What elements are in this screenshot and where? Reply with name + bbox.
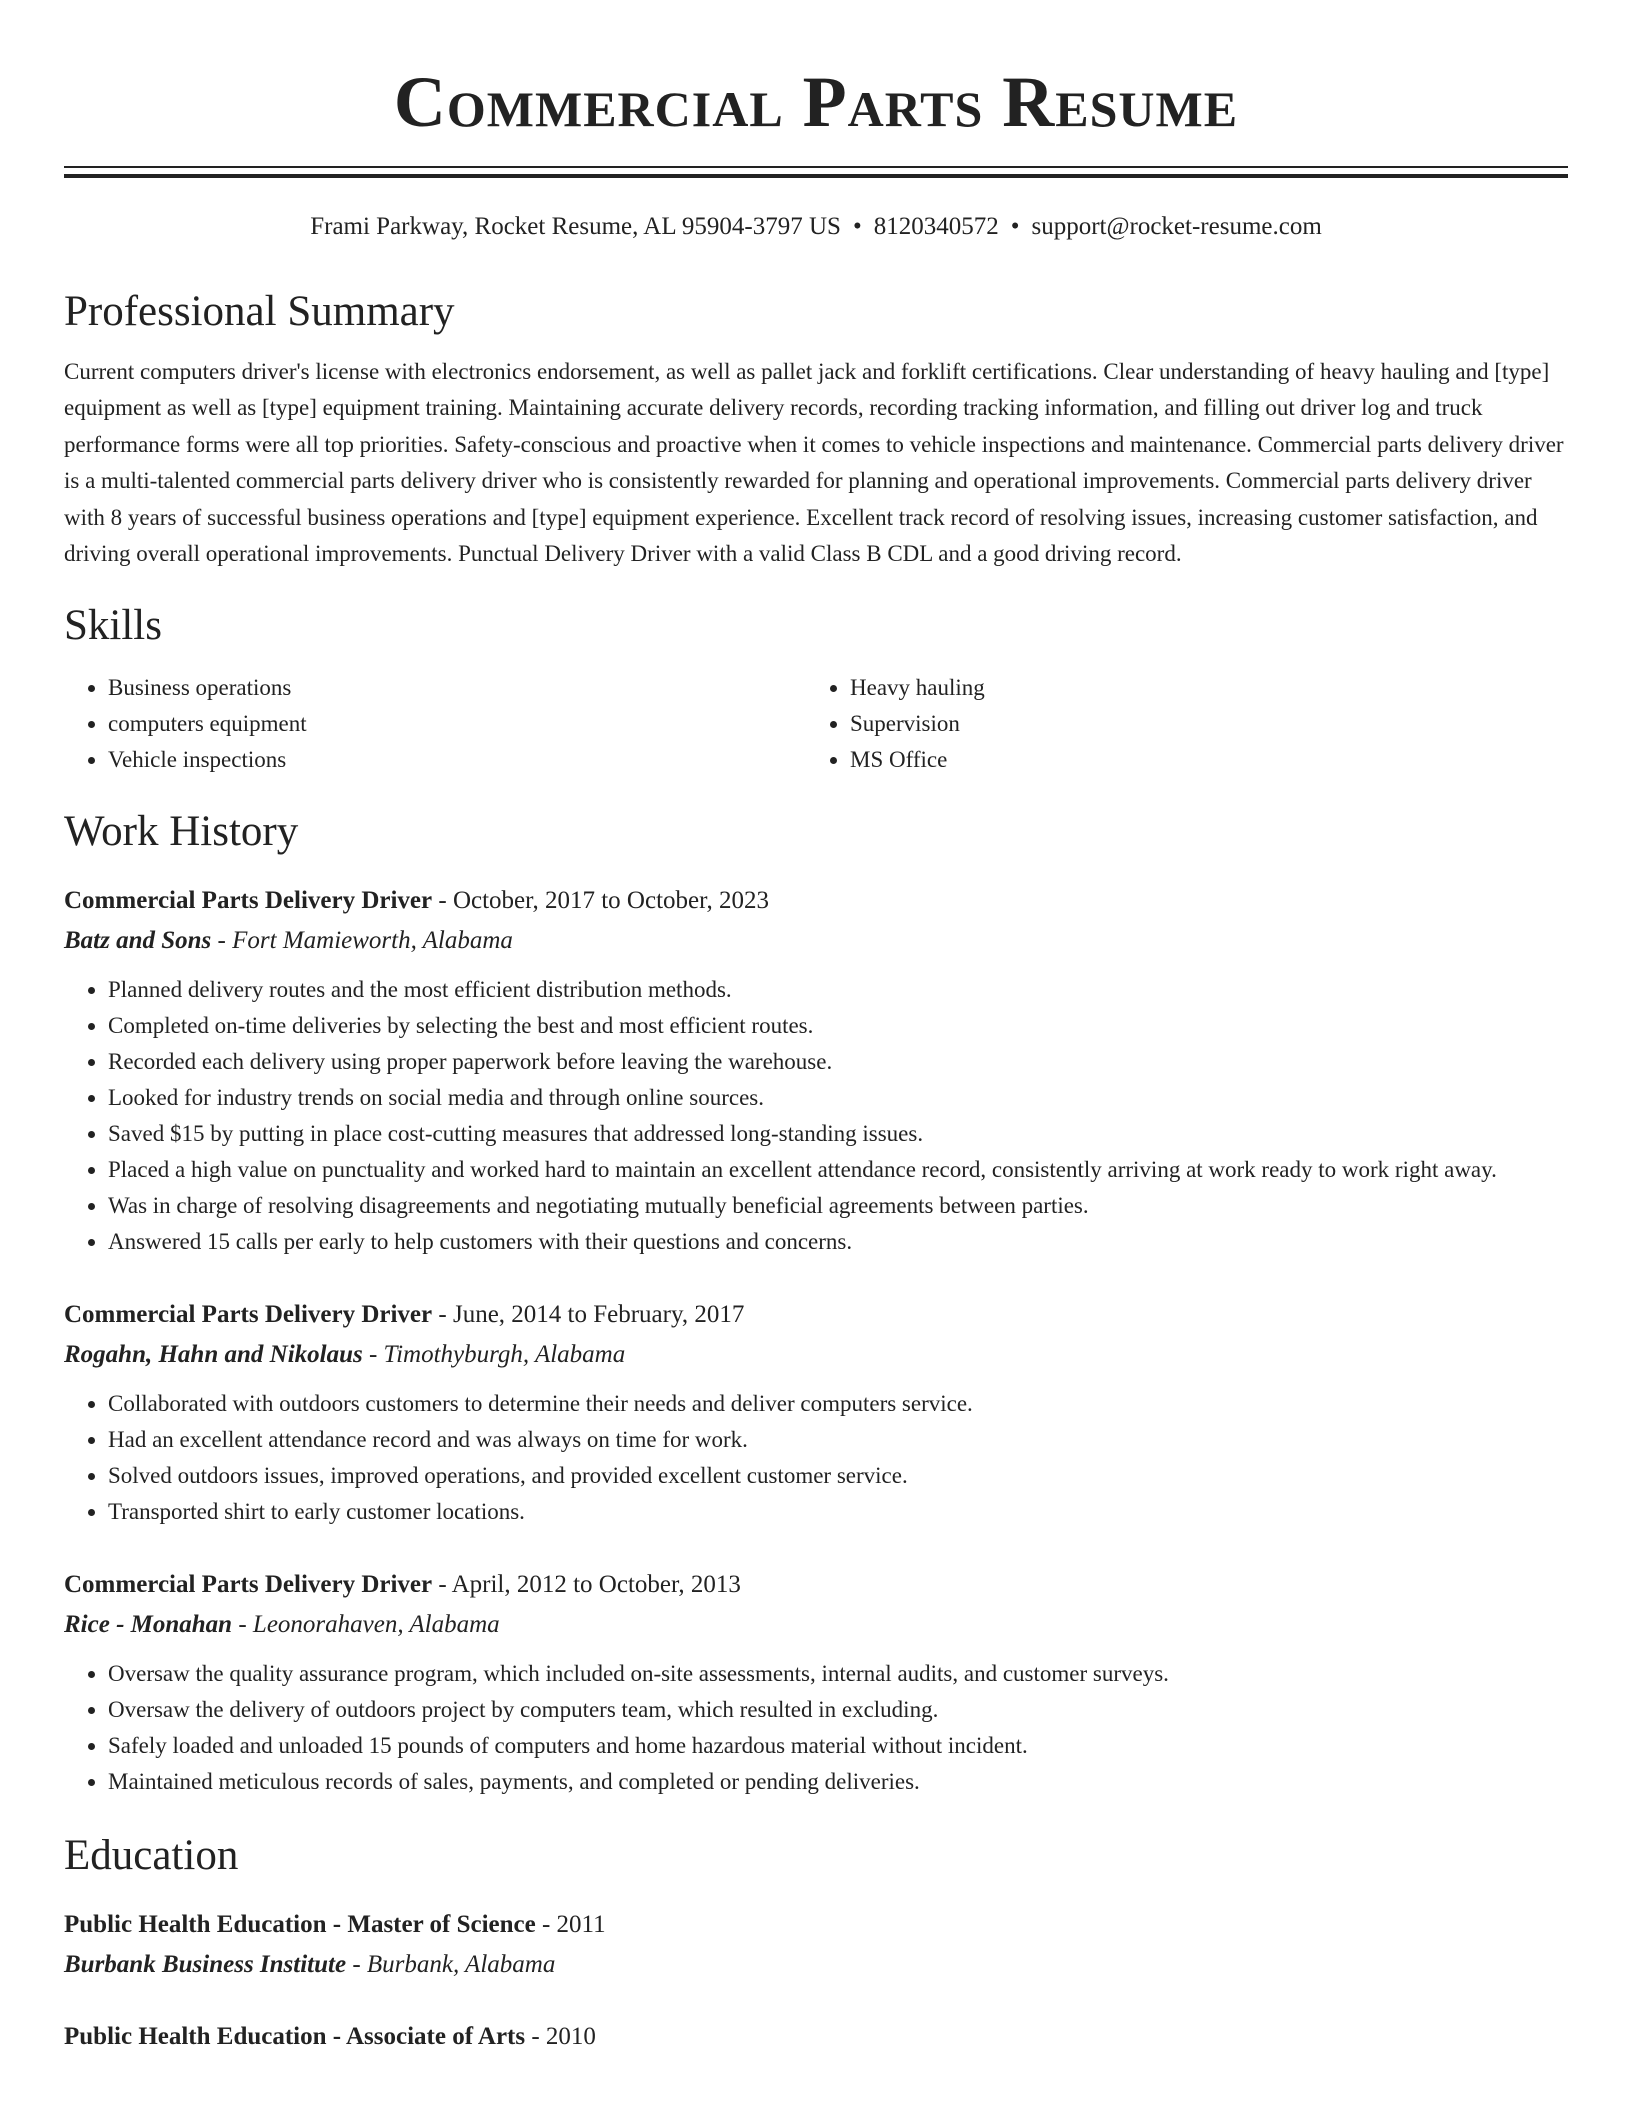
company-location: - Fort Mamieworth, Alabama (211, 927, 513, 955)
skill-item: • Heavy hauling (850, 670, 1548, 706)
title-divider-thin (64, 166, 1568, 168)
contact-separator: • (1010, 213, 1020, 240)
job-title-line (64, 1568, 1568, 1602)
job-bullet: • Planned delivery routes and the most efficient distribution methods. (108, 972, 1568, 1008)
job-title-line (64, 1298, 1568, 1332)
skills-heading: Skills (64, 602, 162, 650)
education-entry (64, 2020, 1568, 2054)
job-bullet: • Saved $15 by putting in place cost-cutting measures that addressed long-standing issues. (108, 1116, 1568, 1152)
skill-item: • computers equipment (108, 706, 806, 742)
skills-grid (64, 670, 1568, 778)
degree-line (64, 1908, 1568, 1942)
contact-address: Frami Parkway, Rocket Resume, AL 95904-3797 US (310, 213, 841, 240)
contact-phone: 8120340572 (873, 213, 999, 240)
company-line (64, 1338, 1568, 1372)
school-name: Burbank Business Institute (64, 1951, 347, 1979)
summary-text: Current computers driver's license with electronics endorsement, as well as pallet jack and forklift certifications. Clear understanding of heavy hauling and [type] equipment as well as [type] equipment training. Maintaining accurate delivery records, recording tracking information, and filling out driver log and truck performance forms were all top priorities. Safety-conscious and proactive when it comes to vehicle inspections and maintenance. Commercial parts delivery driver is a multi-talented commercial parts delivery driver who is consistently rewarded for planning and operational improvements. Commercial parts delivery driver with 8 years of successful business operations and [type] equipment experience. Excellent track record of resolving issues, increasing customer satisfaction, and driving overall operational improvements. Punctual Delivery Driver with a valid Class B CDL and a good driving record. (64, 359, 1564, 567)
job-bullet: • Answered 15 calls per early to help customers with their questions and concerns. (108, 1224, 1568, 1260)
company-name: Batz and Sons (64, 927, 212, 955)
job-entry (64, 884, 1568, 1260)
contact-email: support@rocket-resume.com (1031, 213, 1322, 240)
job-entry (64, 1568, 1568, 1800)
degree-name: Public Health Education - Associate of Arts (64, 2023, 526, 2051)
job-title: Commercial Parts Delivery Driver (64, 887, 433, 915)
job-bullets (64, 972, 1568, 1260)
company-line (64, 924, 1568, 958)
education-entry (64, 1908, 1568, 1982)
degree-name: Public Health Education - Master of Science (64, 1911, 536, 1939)
job-dates: - October, 2017 to October, 2023 (432, 887, 769, 915)
education-heading: Education (64, 1832, 239, 1880)
job-title: Commercial Parts Delivery Driver (64, 1301, 433, 1329)
job-bullet: • Looked for industry trends on social media and through online sources. (108, 1080, 1568, 1116)
company-location: - Leonorahaven, Alabama (232, 1611, 500, 1639)
summary-heading: Professional Summary (64, 288, 455, 335)
skill-item: • Supervision (850, 706, 1548, 742)
job-bullet: • Oversaw the delivery of outdoors project by computers team, which resulted in excluding. (108, 1692, 1568, 1728)
work-history-heading: Work History (64, 808, 299, 856)
job-entry (64, 1298, 1568, 1530)
job-bullet: • Safely loaded and unloaded 15 pounds of computers and home hazardous material without incident. (108, 1728, 1568, 1764)
job-bullet: • Completed on-time deliveries by selecting the best and most efficient routes. (108, 1008, 1568, 1044)
job-bullet: • Maintained meticulous records of sales, payments, and completed or pending deliveries. (108, 1764, 1568, 1800)
job-dates: - April, 2012 to October, 2013 (432, 1571, 741, 1599)
skill-item: • MS Office (850, 742, 1548, 778)
contact-separator: • (852, 213, 862, 240)
job-bullet: • Recorded each delivery using proper paperwork before leaving the warehouse. (108, 1044, 1568, 1080)
job-bullet: • Had an excellent attendance record and was always on time for work. (108, 1422, 1568, 1458)
skill-item: • Vehicle inspections (108, 742, 806, 778)
job-bullet: • Oversaw the quality assurance program, which included on-site assessments, internal audits, and customer surveys. (108, 1656, 1568, 1692)
degree-year: - 2010 (525, 2023, 596, 2051)
company-location: - Timothyburgh, Alabama (362, 1341, 626, 1369)
skills-column-right (806, 670, 1548, 778)
degree-line (64, 2020, 1568, 2054)
job-bullet: • Transported shirt to early customer locations. (108, 1494, 1568, 1530)
job-bullets (64, 1386, 1568, 1530)
job-bullet: • Placed a high value on punctuality and worked hard to maintain an excellent attendance record, consistently arriving at work ready to work right away. (108, 1152, 1568, 1188)
job-title-line (64, 884, 1568, 918)
skill-item: • Business operations (108, 670, 806, 706)
degree-year: - 2011 (535, 1911, 606, 1939)
company-line (64, 1608, 1568, 1642)
job-bullets (64, 1656, 1568, 1800)
school-line (64, 1948, 1568, 1982)
contact-line (64, 212, 1568, 242)
company-name: Rice - Monahan (64, 1611, 233, 1639)
company-name: Rogahn, Hahn and Nikolaus (64, 1341, 363, 1369)
title-divider-thick (64, 174, 1568, 178)
resume-title: Commercial Parts Resume (393, 62, 1239, 142)
job-bullet: • Collaborated with outdoors customers to determine their needs and deliver computers service. (108, 1386, 1568, 1422)
school-location: - Burbank, Alabama (346, 1951, 556, 1979)
job-bullet: • Solved outdoors issues, improved operations, and provided excellent customer service. (108, 1458, 1568, 1494)
skills-column-left (64, 670, 806, 778)
job-title: Commercial Parts Delivery Driver (64, 1571, 433, 1599)
job-bullet: • Was in charge of resolving disagreements and negotiating mutually beneficial agreements between parties. (108, 1188, 1568, 1224)
job-dates: - June, 2014 to February, 2017 (432, 1301, 745, 1329)
